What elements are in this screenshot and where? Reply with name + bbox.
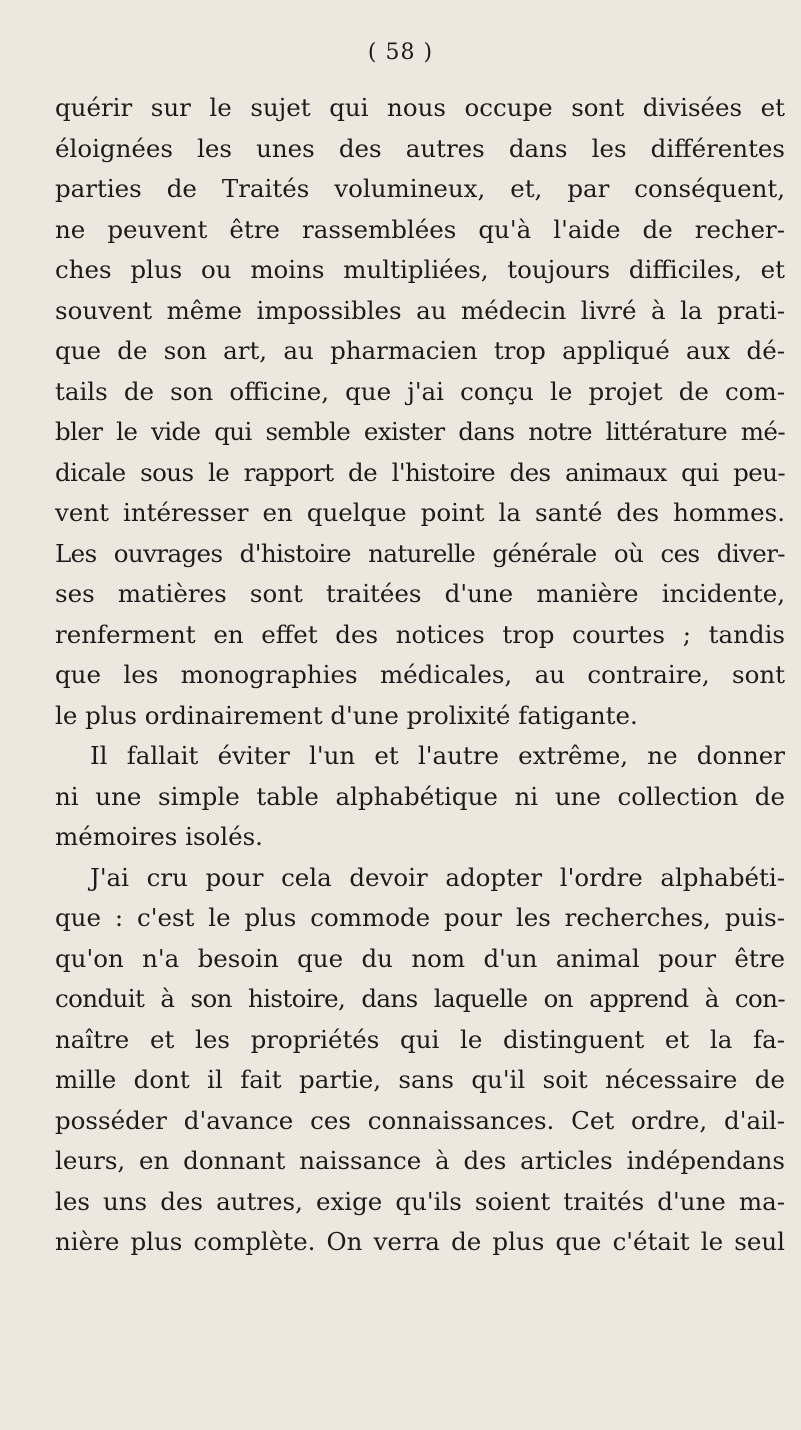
text-line: les uns des autres, exige qu'ils soient traités d'une ma- bbox=[55, 1186, 785, 1216]
text-line: renferment en effet des notices trop courtes ; tandis bbox=[55, 619, 785, 649]
text-line: ches plus ou moins multipliées, toujours difficiles, et bbox=[55, 255, 785, 284]
text-line: posséder d'avance ces connaissances. Cet ordre, d'ail- bbox=[55, 1105, 785, 1135]
text-line: mémoires isolés. bbox=[55, 822, 263, 851]
text-line: Il fallait éviter l'un et l'autre extrême, ne donner bbox=[90, 741, 785, 770]
text-line: que de son art, au pharmacien trop appliqué aux dé- bbox=[55, 336, 785, 365]
text-line: ne peuvent être rassemblées qu'à l'aide de recher- bbox=[55, 214, 785, 244]
text-line: vent intéresser en quelque point la santé des hommes. bbox=[55, 498, 785, 527]
text-line: éloignées les unes des autres dans les différentes bbox=[55, 133, 785, 163]
text-line: nière plus complète. On verra de plus que c'était le seul bbox=[55, 1227, 785, 1256]
text-line: parties de Traités volumineux, et, par conséquent, bbox=[55, 174, 785, 203]
text-line: ni une simple table alphabétique ni une collection de bbox=[55, 781, 785, 811]
text-line: conduit à son histoire, dans laquelle on apprend à con- bbox=[55, 984, 785, 1013]
text-line: Les ouvrages d'histoire naturelle générale où ces diver- bbox=[55, 538, 785, 568]
text-line: quérir sur le sujet qui nous occupe sont divisées et bbox=[55, 93, 785, 122]
text-line: ses matières sont traitées d'une manière incidente, bbox=[55, 579, 785, 608]
page-number-header: ( 58 ) bbox=[367, 40, 434, 65]
text-line: J'ai cru pour cela devoir adopter l'ordre alphabéti- bbox=[90, 862, 785, 892]
text-line: dicale sous le rapport de l'histoire des animaux qui peu- bbox=[55, 457, 785, 487]
text-line: leurs, en donnant naissance à des articles indépendans bbox=[55, 1146, 785, 1175]
text-line: bler le vide qui semble exister dans notre littérature mé- bbox=[55, 417, 785, 446]
body-text bbox=[55, 88, 785, 1263]
text-line: souvent même impossibles au médecin livré à la prati- bbox=[55, 295, 785, 325]
text-line: qu'on n'a besoin que du nom d'un animal pour être bbox=[55, 943, 785, 973]
text-line: que : c'est le plus commode pour les recherches, puis- bbox=[55, 903, 785, 932]
text-line: le plus ordinairement d'une prolixité fatigante. bbox=[55, 700, 638, 730]
text-line: mille dont il fait partie, sans qu'il soit nécessaire de bbox=[55, 1065, 785, 1094]
text-line: tails de son officine, que j'ai conçu le projet de com- bbox=[55, 376, 785, 406]
text-line: que les monographies médicales, au contraire, sont bbox=[55, 660, 785, 689]
text-line: naître et les propriétés qui le distinguent et la fa- bbox=[55, 1024, 785, 1054]
